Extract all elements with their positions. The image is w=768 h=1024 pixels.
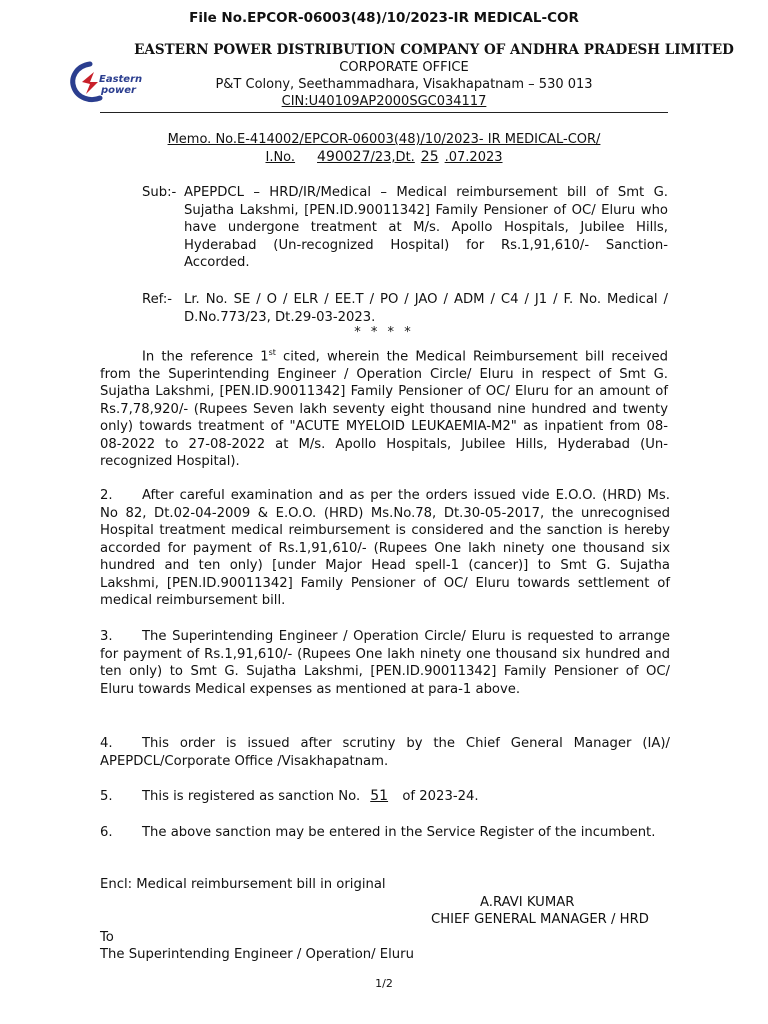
to-label: To: [100, 930, 114, 945]
logo-text-eastern: Eastern: [99, 74, 142, 85]
para1-superscript: st: [268, 348, 276, 357]
para6-number: 6.: [100, 825, 113, 840]
date-suffix: .07.2023: [444, 150, 503, 165]
para6-text: The above sanction may be entered in the Service Register of the incumbent.: [142, 825, 656, 840]
reference-label: Ref:-: [142, 292, 173, 307]
para2-number: 2.: [100, 488, 113, 503]
ino-mid: /23,Dt.: [370, 150, 415, 165]
para3-text: The Superintending Engineer / Operation Circle/ Eluru is requested to arrange for payment of Rs.1,91,610/- (Rupees One lakh ninety one thousand six hundred and ten only) to Smt G. Sujatha Lakshmi, [PEN.ID.90011342] Family Pensioner of OC/ Eluru towards Medical expenses as mentioned at para-1 above.: [100, 629, 670, 697]
page-number: 1/2: [375, 977, 393, 990]
sanction-number: 51: [370, 788, 389, 804]
signatory-title: CHIEF GENERAL MANAGER / HRD: [431, 912, 649, 927]
logo-text-power: power: [101, 85, 136, 96]
subject-label: Sub:-: [142, 185, 177, 200]
subject-block: [142, 184, 668, 272]
para4-text: This order is issued after scrutiny by the Chief General Manager (IA)/ APEPDCL/Corporate Office /Visakhapatnam.: [100, 736, 670, 769]
office-address: P&T Colony, Seethammadhara, Visakhapatnam – 530 013: [215, 77, 593, 92]
date-value: 25: [420, 149, 439, 165]
company-name: EASTERN POWER DISTRIBUTION COMPANY OF ANDHRA PRADESH LIMITED: [134, 42, 734, 58]
para5-suffix: of 2023-24.: [398, 789, 479, 804]
ino-prefix: I.No.: [265, 150, 296, 165]
paragraph-2: [100, 487, 670, 610]
file-number: File No.EPCOR-06003(48)/10/2023-IR MEDICAL-COR: [189, 10, 579, 26]
paragraph-5: [100, 788, 670, 806]
ino-value: 490027: [317, 149, 371, 165]
para5-number: 5.: [100, 789, 113, 804]
para5-prefix: This is registered as sanction No.: [142, 789, 361, 804]
para1-text-end: cited, wherein the Medical Reimbursement bill received from the Superintending Engineer / Operation Circle/ Eluru in respect of Smt G. Sujatha Lakshmi, [PEN.ID.90011342] Family Pensioner of OC/ Eluru for an amount of Rs.7,78,920/- (Rupees Seven lakh seventy eight thousand nine hundred and twenty only) towards treatment of "ACUTE MYELOID LEUKAEMIA-M2" as inpatient from 08-08-2022 to 27-08-2022 at M/s. Apollo Hospitals, Jubilee Hills, Hyderabad (Un-recognized Hospital).: [100, 349, 668, 470]
para2-text: After careful examination and as per the orders issued vide E.O.O. (HRD) Ms. No 82, Dt.02-04-2009 & E.O.O. (HRD) Ms.No.78, Dt.30-05-2017, the unrecognised Hospital treatment medical reimbursement is considered and the sanction is hereby accorded for payment of Rs.1,91,610/- (Rupees One lakh ninety one thousand six hundred and ten only) [under Major Head spell-1 (cancer)] to Smt G. Sujatha Lakshmi, [PEN.ID.90011342] Family Pensioner of OC/ Eluru towards settlement of medical reimbursement bill.: [100, 488, 670, 608]
memo-inward-line: [100, 149, 668, 165]
para4-number: 4.: [100, 736, 113, 751]
paragraph-6: [100, 824, 670, 842]
reference-text: Lr. No. SE / O / ELR / EE.T / PO / JAO / ADM / C4 / J1 / F. No. Medical / D.No.773/23, Dt.29-03-2023.: [184, 292, 668, 325]
enclosure-note: Encl: Medical reimbursement bill in original: [100, 877, 386, 892]
signatory-name: A.RAVI KUMAR: [480, 895, 575, 910]
para3-number: 3.: [100, 629, 113, 644]
office-name: CORPORATE OFFICE: [339, 60, 469, 75]
paragraph-1: [100, 344, 668, 471]
paragraph-4: [100, 735, 670, 770]
paragraph-3: [100, 628, 670, 698]
subject-text: APEPDCL – HRD/IR/Medical – Medical reimbursement bill of Smt G. Sujatha Lakshmi, [PEN.ID.90011342] Family Pensioner of OC/ Eluru who have undergone treatment at M/s. Apollo Hospitals, Jubilee Hills, Hyderabad (Un-recognized Hospital) for Rs.1,91,610/- Sanction- Accorded.: [184, 185, 668, 270]
recipient-address: The Superintending Engineer / Operation/ Eluru: [100, 947, 414, 962]
reference-block: [142, 291, 668, 326]
header-divider: [100, 112, 668, 113]
section-separator: * * * *: [354, 325, 414, 340]
para1-text-start: In the reference 1: [142, 349, 269, 365]
cin-number: CIN:U40109AP2000SGC034117: [281, 94, 487, 109]
memo-number-line: Memo. No.E-414002/EPCOR-06003(48)/10/2023- IR MEDICAL-COR/: [167, 132, 601, 147]
